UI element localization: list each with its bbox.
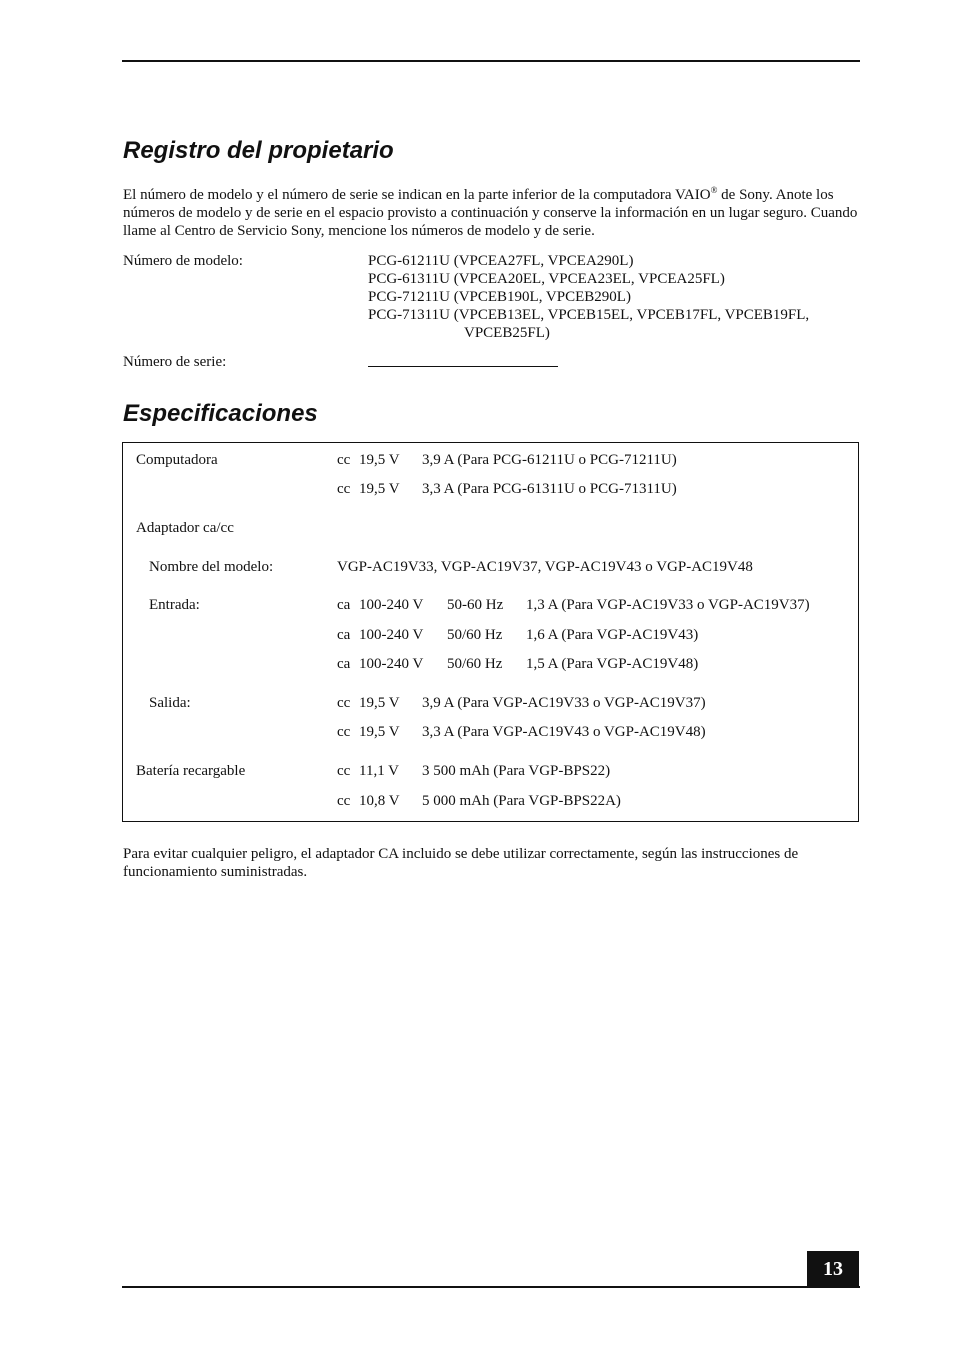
spec-model-name-value: VGP-AC19V33, VGP-AC19V37, VGP-AC19V43 o VGP-AC19V48: [337, 559, 753, 575]
spec-row: ca 100-240 V 50/60 Hz 1,5 A (Para VGP-AC19V48): [337, 656, 699, 672]
model-line: PCG-61311U (VPCEA20EL, VPCEA23EL, VPCEA25FL): [368, 271, 725, 287]
spec-row: ca 100-240 V 50/60 Hz 1,6 A (Para VGP-AC19V43): [337, 627, 699, 643]
spec-row: cc 19,5 V 3,3 A (Para VGP-AC19V43 o VGP-AC19V48): [337, 724, 706, 740]
registered-mark: ®: [710, 185, 718, 195]
owner-registration-heading: Registro del propietario: [123, 137, 394, 164]
spec-row: cc 19,5 V 3,9 A (Para PCG-61211U o PCG-71211U): [337, 452, 677, 468]
model-line: PCG-71311U (VPCEB13EL, VPCEB15EL, VPCEB17FL, VPCEB19FL,: [368, 307, 810, 323]
model-number-list: [368, 252, 809, 342]
intro-text-b: de Sony. Anote los números de modelo y de serie en el espacio provisto a continuación y conserve la información en un lugar seguro. Cuando llame al Centro de Servicio Sony, mencione los números de modelo y de serie.: [123, 187, 858, 239]
owner-registration-intro: [123, 186, 863, 240]
spec-row: cc 19,5 V 3,3 A (Para PCG-61311U o PCG-71311U): [337, 481, 677, 497]
spec-label-input: Entrada:: [149, 597, 200, 613]
model-number-label: Número de modelo:: [123, 253, 243, 269]
spec-label-battery: Batería recargable: [136, 763, 246, 779]
serial-number-blank[interactable]: [368, 354, 558, 372]
top-rule: [122, 60, 860, 62]
bottom-rule: [122, 1286, 860, 1288]
spec-label-model-name: Nombre del modelo:: [149, 559, 274, 575]
spec-row: cc 11,1 V 3 500 mAh (Para VGP-BPS22): [337, 763, 611, 779]
safety-note: Para evitar cualquier peligro, el adaptador CA incluido se debe utilizar correctamente, según las instrucciones de funcionamiento suministradas.: [123, 846, 799, 880]
model-line: PCG-71211U (VPCEB190L, VPCEB290L): [368, 289, 631, 305]
model-line: VPCEB25FL): [464, 325, 550, 341]
model-line: PCG-61211U (VPCEA27FL, VPCEA290L): [368, 253, 634, 269]
spec-label-output: Salida:: [149, 695, 191, 711]
spec-label-adapter: Adaptador ca/cc: [136, 520, 234, 536]
spec-row: cc 19,5 V 3,9 A (Para VGP-AC19V33 o VGP-AC19V37): [337, 695, 706, 711]
serial-number-label: Número de serie:: [123, 354, 227, 370]
spec-row: cc 10,8 V 5 000 mAh (Para VGP-BPS22A): [337, 793, 621, 809]
spec-row: ca 100-240 V 50-60 Hz 1,3 A (Para VGP-AC19V33 o VGP-AC19V37): [337, 597, 810, 613]
specifications-heading: Especificaciones: [123, 400, 318, 427]
intro-text-a: El número de modelo y el número de serie se indican en la parte inferior de la computadora VAIO: [123, 187, 711, 203]
spec-label-computer: Computadora: [136, 452, 218, 468]
page-number-badge: 13: [807, 1251, 859, 1287]
